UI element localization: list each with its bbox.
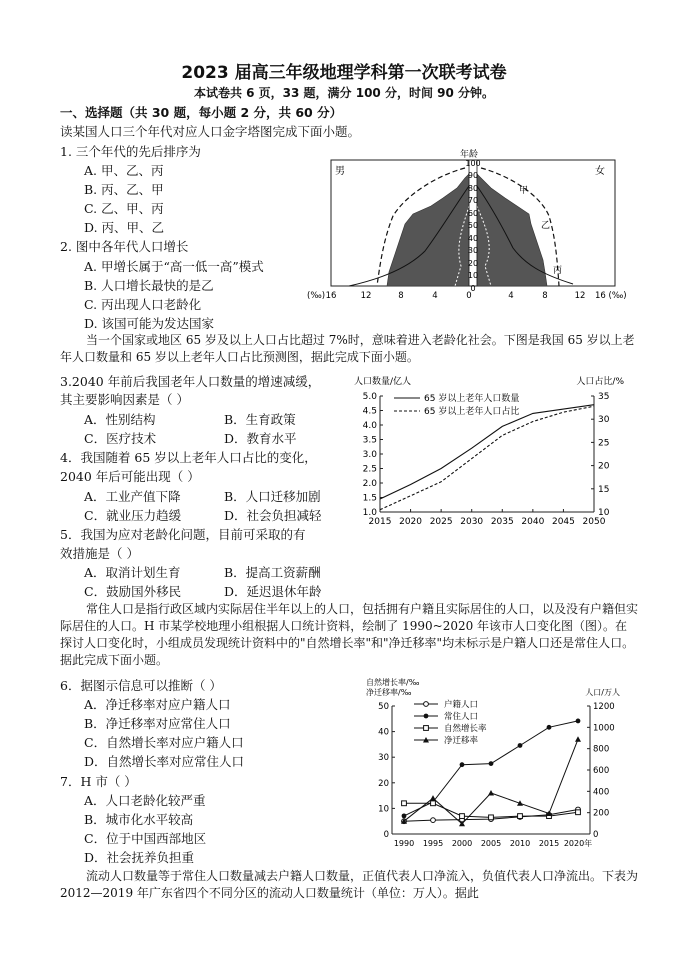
legend-label: 65 岁以上老年人口占比 — [424, 407, 520, 417]
q1-option-d[interactable]: D. 丙、甲、乙 — [84, 220, 165, 235]
q7-option-a[interactable]: A．人口老龄化较严重 — [84, 793, 206, 808]
y-tick-label: 10 — [378, 804, 389, 815]
q1-option-b[interactable]: B. 丙、乙、甲 — [84, 182, 164, 197]
data-point-natural-growth — [460, 814, 465, 819]
data-point-hukou — [431, 818, 436, 823]
group1-intro: 读某国人口三个年代对应人口金字塔图完成下面小题。 — [60, 124, 361, 139]
y-tick-label: 50 — [378, 702, 389, 712]
y-tick-label: 2.0 — [362, 479, 377, 489]
elderly-population-chart — [348, 372, 630, 540]
y2-tick-label: 1200 — [593, 702, 615, 712]
y2-tick-label: 400 — [593, 787, 610, 798]
q2-stem: 2. 图中各年代人口增长 — [60, 239, 189, 254]
y-tick-label: 30 — [378, 753, 389, 764]
series-line-elderly-count — [380, 405, 594, 499]
age-tick: 30 — [467, 246, 479, 255]
exam-subtitle: 本试卷共 6 页，33 题，满分 100 分，时间 90 分钟。 — [193, 86, 495, 100]
q6-option-b[interactable]: B．净迁移率对应常住人口 — [84, 716, 231, 731]
pyr-x-tick: 4 — [432, 291, 438, 301]
data-point-resident — [547, 725, 552, 730]
q5-option-b[interactable]: B．提高工资薪酬 — [224, 565, 321, 580]
legend-label: 65 岁以上老年人口数量 — [424, 394, 520, 404]
q5-option-a[interactable]: A．取消计划生育 — [84, 565, 181, 580]
q3-option-b[interactable]: B．生育政策 — [224, 412, 296, 427]
q2-option-b[interactable]: B. 人口增长最快的是乙 — [84, 278, 214, 293]
x-tick-label: 2015 — [368, 517, 392, 527]
x-tick-label: 2005 — [480, 839, 502, 848]
y-tick-label: 3.5 — [362, 435, 377, 446]
pyr-x-tick: 12 — [574, 291, 586, 301]
q4-option-b[interactable]: B．人口迁移加剧 — [224, 489, 321, 504]
q7-option-c[interactable]: C．位于中国西部地区 — [84, 831, 207, 846]
y2-tick-label: 800 — [593, 744, 610, 755]
q2-option-c[interactable]: C. 丙出现人口老龄化 — [84, 297, 202, 312]
y-axis-label: 人口数量/亿人 — [354, 377, 412, 387]
x-tick-label: 2040 — [521, 517, 545, 527]
y-axis-label: 净迁移率/‰ — [366, 688, 412, 697]
q1-option-a[interactable]: A. 甲、乙、丙 — [84, 163, 164, 178]
x-tick-label: 2015 — [538, 839, 560, 848]
q5-option-c[interactable]: C．鼓励国外移民 — [84, 584, 182, 599]
pyr-x-tick: 12 — [360, 291, 372, 301]
x-tick-label: 1995 — [422, 839, 444, 848]
q4-stem-line2: 2040 年后可能出现（ ） — [60, 469, 200, 484]
x-tick-label: 2020年 — [563, 839, 593, 848]
q1-option-c[interactable]: C. 乙、甲、丙 — [84, 201, 164, 216]
series-line-net-migration-rate — [404, 739, 578, 824]
pyramid-male-label: 男 — [335, 166, 345, 177]
y-tick-label: 20 — [378, 778, 389, 789]
y2-tick-label: 15 — [598, 484, 610, 495]
data-point-resident — [489, 761, 494, 766]
data-point-resident — [460, 762, 465, 767]
y2-tick-label: 10 — [598, 508, 610, 518]
y-tick-label: 4.0 — [362, 421, 377, 431]
legend-label: 净迁移率 — [444, 736, 479, 746]
y2-tick-label: 20 — [598, 461, 610, 472]
group4-intro: 流动人口数量等于常住人口数量减去户籍人口数量，正值代表人口净流入，负值代表人口净流出。下表为 2012—2019 年广东省四个不同分区的流动人口数量统计（单位：万人）。据此 — [60, 869, 639, 900]
y2-tick-label: 1000 — [593, 723, 615, 734]
y2-tick-label: 30 — [598, 415, 610, 426]
y2-tick-label: 35 — [598, 392, 610, 402]
y2-axis-label: 人口占比/% — [576, 377, 624, 387]
pyr-x-tick: 16 (‰) — [595, 291, 627, 301]
y2-tick-label: 600 — [593, 766, 610, 776]
y-tick-label: 1.5 — [362, 493, 377, 504]
data-point-net-migration — [488, 790, 494, 796]
x-tick-label: 2010 — [509, 839, 531, 848]
y-axis-label: 自然增长率/‰ — [366, 678, 420, 687]
h-city-population-chart — [362, 676, 636, 860]
q6-option-a[interactable]: A．净迁移率对应户籍人口 — [84, 697, 231, 712]
q4-option-c[interactable]: C．就业压力趋缓 — [84, 508, 182, 523]
pyr-x-tick: 4 — [508, 291, 514, 301]
pyr-x-tick: 8 — [398, 291, 404, 301]
q3-stem-line2: 其主要影响因素是（ ） — [60, 392, 189, 407]
group2-intro: 当一个国家或地区 65 岁及以上人口占比超过 7%时，意味着进入老龄化社会。下图是我国 65 岁以上老年人口数量和 65 岁以上老年人口占比预测图，据此完成下面小题。 — [60, 333, 635, 364]
q5-option-d[interactable]: D．延迟退休年龄 — [224, 584, 322, 599]
q7-option-d[interactable]: D．社会抚养负担重 — [84, 850, 195, 865]
x-tick-label: 1990 — [393, 839, 415, 848]
population-pyramid — [305, 146, 635, 306]
x-tick-label: 2035 — [490, 517, 514, 527]
age-tick: 40 — [467, 234, 479, 243]
section-heading: 一、选择题（共 30 题，每小题 2 分，共 60 分） — [60, 105, 343, 120]
q4-option-d[interactable]: D．社会负担减轻 — [224, 508, 322, 523]
q3-option-c[interactable]: C．医疗技术 — [84, 431, 157, 446]
age-tick: 0 — [470, 284, 476, 293]
x-tick-label: 2045 — [551, 517, 575, 527]
y2-tick-label: 25 — [598, 438, 610, 449]
y2-tick-label: 200 — [593, 808, 610, 819]
data-point-resident — [576, 719, 581, 724]
pyr-x-tick: (‰) — [307, 291, 326, 301]
y-tick-label: 1.0 — [362, 508, 377, 518]
curve-label-bing: 丙 — [553, 266, 563, 276]
legend-label: 户籍人口 — [444, 700, 479, 710]
q3-option-d[interactable]: D．教育水平 — [224, 431, 297, 446]
q1-stem: 1. 三个年代的先后排序为 — [60, 144, 201, 159]
data-point-natural-growth — [489, 815, 494, 820]
legend-label: 常住人口 — [444, 712, 479, 722]
y-tick-label: 40 — [378, 727, 389, 738]
q5-stem-line1: 5．我国为应对老龄化问题，目前可采取的有 — [60, 527, 306, 542]
q3-stem-line1: 3.2040 年前后我国老年人口数量的增速减缓， — [60, 374, 321, 389]
age-tick: 80 — [467, 184, 479, 193]
q6-option-c[interactable]: C．自然增长率对应户籍人口 — [84, 735, 244, 750]
y-tick-label: 4.5 — [362, 406, 377, 417]
data-point-net-migration — [575, 736, 581, 742]
data-point-net-migration — [430, 795, 436, 801]
x-tick-label: 2020 — [399, 517, 423, 527]
data-point-resident — [518, 743, 523, 748]
q2-option-a[interactable]: A. 甲增长属于“高一低一高”模式 — [84, 259, 264, 274]
q2-option-d[interactable]: D. 该国可能为发达国家 — [84, 316, 215, 331]
y-tick-label: 0 — [383, 830, 389, 840]
q6-stem: 6．据图示信息可以推断（ ） — [60, 678, 222, 693]
data-point-natural-growth — [402, 801, 407, 806]
data-point-hukou — [424, 702, 429, 707]
age-tick: 20 — [467, 259, 479, 268]
group3-intro: 常住人口是指行政区域内实际居住半年以上的人口，包括拥有户籍且实际居住的人口，以及没有户籍但实际居住的人口。H 市某学校地理小组根据人口统计资料，绘制了 1990~2020 年该市人口变化图（图）。在探讨人口变化时，小组成员发现统计资料中的"自然增长率"和"净迁移率"均未标示是户籍人口还是常住人口。据此完成下面小题。 — [60, 602, 639, 667]
x-tick-label: 2030 — [460, 517, 484, 527]
series-line-elderly-share — [380, 406, 594, 510]
q6-option-d[interactable]: D．自然增长率对应常住人口 — [84, 754, 245, 769]
y-tick-label: 2.5 — [362, 464, 377, 475]
age-tick: 100 — [465, 159, 481, 168]
y2-tick-label: 0 — [593, 830, 599, 840]
pyramid-age-label: 年龄 — [459, 150, 479, 160]
exam-title: 2023 届高三年级地理学科第一次联考试卷 — [181, 63, 507, 83]
age-tick: 10 — [467, 271, 479, 280]
x-tick-label: 2000 — [451, 839, 473, 848]
y-tick-label: 3.0 — [362, 450, 377, 460]
age-tick: 60 — [467, 209, 479, 218]
age-tick: 70 — [467, 196, 479, 205]
data-point-resident — [402, 813, 407, 818]
data-point-natural-growth — [576, 810, 581, 815]
data-point-natural-growth — [518, 814, 523, 819]
data-point-natural-growth — [431, 801, 436, 806]
q7-option-b[interactable]: B．城市化水平较高 — [84, 812, 194, 827]
x-tick-label: 2025 — [429, 517, 453, 527]
pyramid-female-label: 女 — [595, 166, 605, 177]
legend-label: 自然增长率 — [444, 724, 487, 734]
data-point-resident — [424, 714, 429, 719]
q7-stem: 7．H 市（ ） — [60, 774, 137, 789]
q3-option-a[interactable]: A．性别结构 — [84, 412, 156, 427]
data-point-natural-growth — [424, 726, 429, 731]
pyr-x-tick: 16 — [325, 291, 337, 301]
x-tick-label: 2050 — [582, 517, 606, 527]
curve-label-jia: 甲 — [519, 186, 529, 196]
age-tick: 90 — [467, 171, 479, 180]
y-tick-label: 5.0 — [362, 392, 377, 402]
pyr-x-tick: 8 — [542, 291, 548, 301]
curve-label-yi: 乙 — [541, 221, 551, 231]
pyr-x-tick: 0 — [466, 291, 472, 301]
age-tick: 50 — [467, 221, 479, 230]
q5-stem-line2: 效措施是（ ） — [60, 546, 139, 561]
y2-axis-label: 人口/万人 — [585, 688, 620, 697]
q4-stem-line1: 4．我国随着 65 岁以上老年人口占比的变化， — [60, 450, 317, 465]
q4-option-a[interactable]: A．工业产值下降 — [84, 489, 181, 504]
